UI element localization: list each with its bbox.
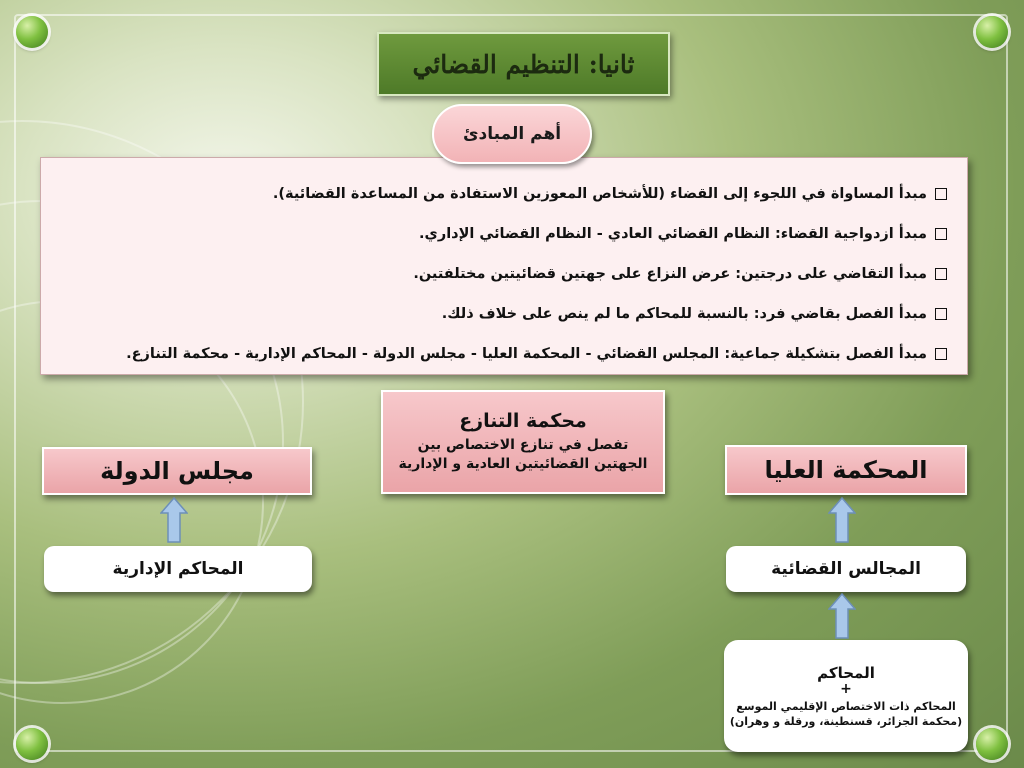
up-arrow-icon <box>828 593 856 639</box>
up-arrow-icon <box>828 497 856 543</box>
conflict-court-box <box>381 390 665 494</box>
principle-text: مبدأ ازدواجية القضاء: النظام القضائي العادي - النظام القضائي الإداري. <box>419 226 927 242</box>
principle-text: مبدأ الفصل بتشكيلة جماعية: المجلس القضائي - المحكمة العليا - مجلس الدولة - المحاكم الإدارية - محكمة التنازع. <box>126 346 927 362</box>
checkbox-icon <box>935 348 947 360</box>
judicial-councils-box <box>726 546 966 592</box>
judicial-councils-label: المجالس القضائية <box>771 559 921 579</box>
corner-orb-icon <box>976 728 1008 760</box>
corner-orb-icon <box>976 16 1008 48</box>
supreme-court-label: المحكمة العليا <box>764 456 928 484</box>
slide-title-box <box>377 32 670 96</box>
state-council-box <box>42 447 312 495</box>
admin-courts-label: المحاكم الإدارية <box>112 559 244 579</box>
principles-panel <box>40 157 968 375</box>
principle-text: مبدأ الفصل بقاضي فرد: بالنسبة للمحاكم ما لم ينص على خلاف ذلك. <box>441 306 927 322</box>
conflict-court-desc-line1: تفصل في تنازع الاختصاص بين <box>417 437 629 454</box>
up-arrow-icon <box>160 497 188 543</box>
slide-title: ثانيا: التنظيم القضائي <box>412 49 635 79</box>
principle-item <box>51 174 947 214</box>
courts-line2: (محكمة الجزائر، قسنطينة، ورقلة و وهران) <box>729 714 963 728</box>
checkbox-icon <box>935 308 947 320</box>
checkbox-icon <box>935 228 947 240</box>
courts-title: المحاكم <box>817 664 875 683</box>
checkbox-icon <box>935 188 947 200</box>
principles-label-pill <box>432 104 592 164</box>
principle-item <box>51 254 947 294</box>
principles-label: أهم المبادئ <box>462 124 562 144</box>
supreme-court-box <box>725 445 967 495</box>
checkbox-icon <box>935 268 947 280</box>
principle-item <box>51 294 947 334</box>
courts-plus: + <box>840 681 852 698</box>
courts-box <box>724 640 968 752</box>
conflict-court-title: محكمة التنازع <box>459 410 587 433</box>
corner-orb-icon <box>16 728 48 760</box>
principle-text: مبدأ التقاضي على درجتين: عرض النزاع على جهتين قضائيتين مختلفتين. <box>413 266 927 282</box>
courts-line1: المحاكم ذات الاختصاص الإقليمي الموسع <box>736 699 956 713</box>
principle-item <box>51 334 947 374</box>
corner-orb-icon <box>16 16 48 48</box>
admin-courts-box <box>44 546 312 592</box>
principle-item <box>51 214 947 254</box>
state-council-label: مجلس الدولة <box>100 457 254 485</box>
principle-text: مبدأ المساواة في اللجوء إلى القضاء (للأشخاص المعوزين الاستفادة من المساعدة القضائية). <box>272 186 927 202</box>
conflict-court-desc-line2: الجهتين القضائيتين العادية و الإدارية <box>398 456 648 472</box>
